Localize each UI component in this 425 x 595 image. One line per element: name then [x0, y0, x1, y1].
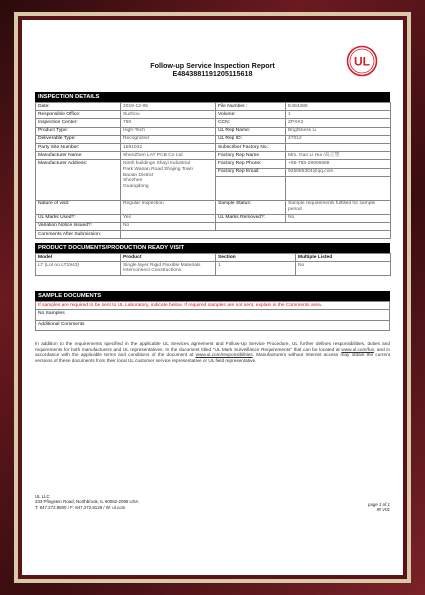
field-value: 1591032	[121, 143, 216, 151]
responsibilities-link[interactable]: www.ul.com/responsibilities	[195, 352, 253, 358]
paragraph-text: . Manufacturers without Internet access may obtain the current versions of these documents from their local UL customer service representative or UL field representative.	[35, 352, 390, 363]
column-header: Model	[36, 254, 121, 262]
footer-address: 333 Pfingsten Road, Northbrook, IL 60062-2096 USA	[35, 499, 139, 505]
field-value: High-Tech	[121, 127, 216, 135]
field-value: Suzhou	[121, 111, 216, 119]
product-model: LT (Lot no LT1943)	[36, 261, 121, 275]
empty-cell	[216, 222, 391, 230]
table-row	[36, 160, 391, 168]
nature-of-visit: Regular Inspection	[121, 200, 216, 214]
field-label: Party Site Number:	[36, 143, 121, 151]
table-row	[36, 231, 391, 239]
table-row	[36, 261, 391, 275]
field-label: Subscriber Factory No.:	[216, 143, 286, 151]
column-header: Product	[121, 254, 216, 262]
field-label: Date:	[36, 103, 121, 111]
report-page	[22, 20, 403, 575]
table-row	[36, 127, 391, 135]
comments-after-submission-label: Comments After Submission:	[36, 231, 121, 239]
table-row	[36, 321, 390, 330]
ul-marks-removed: No	[286, 214, 391, 222]
table-header-row	[36, 254, 391, 262]
field-value: 47012	[286, 135, 391, 143]
responsibilities-paragraph	[35, 341, 390, 363]
footer-contact: T: 847.272.8800 / F: 847.272.8129 / W: ul.com	[35, 504, 126, 510]
address-line: Guangdong	[123, 184, 149, 190]
table-row	[36, 152, 391, 160]
factory-rep-phone-label: Factory Rep Phone:	[216, 160, 286, 168]
field-label: Volume:	[216, 111, 286, 119]
manufacturer-name-label: Manufacturer Name:	[36, 152, 121, 160]
table-row	[36, 119, 391, 127]
address-line: Shezhen	[123, 178, 143, 184]
table-row	[36, 103, 391, 111]
field-value: 750	[121, 119, 216, 127]
ul-marks-used: Yes	[121, 214, 216, 222]
field-value: Brightness Li	[286, 127, 391, 135]
variation-notice-label: Variation Notice Issued?:	[36, 222, 121, 230]
field-label: CCN:	[216, 119, 286, 127]
table-row	[36, 302, 390, 310]
column-header: Multiple Listed	[296, 254, 391, 262]
empty-cell	[286, 176, 391, 200]
manufacturer-name: ShenZhen LAT PCB Co Ltd	[121, 152, 216, 160]
table-row	[36, 143, 391, 151]
product-documents-table	[35, 253, 391, 276]
field-label: UL Rep Name:	[216, 127, 286, 135]
sample-status-label: Sample Status:	[216, 200, 286, 214]
ul-logo-text: UL	[354, 54, 370, 69]
field-value: E484388	[286, 103, 391, 111]
field-label: Inspection Center:	[36, 119, 121, 127]
sample-documents-heading: SAMPLE DOCUMENTS	[35, 291, 390, 301]
footer-company-block	[35, 494, 139, 510]
field-value: 2019-12-05	[121, 103, 216, 111]
table-row	[36, 214, 391, 222]
nature-of-visit-label: Nature of visit:	[36, 200, 121, 214]
field-label: Responsible Office:	[36, 111, 121, 119]
product-multiple-listed: No	[296, 261, 391, 275]
footer-page-number: page 1 of 1	[368, 502, 390, 507]
manufacturer-address	[121, 160, 216, 201]
report-title-block	[22, 62, 403, 79]
factory-rep-phone: +86-755-29906588	[286, 160, 391, 168]
sample-documents-table	[35, 301, 390, 331]
fus-link[interactable]: www.ul.com/fus	[341, 346, 374, 352]
sample-status: Sample requirements fulfilled for sample period	[286, 200, 391, 214]
column-header: Section	[216, 254, 296, 262]
inspection-details-section	[35, 92, 390, 239]
paragraph-text: , and in accordance with the applicable terms and conditions of the document at	[35, 346, 390, 358]
footer-company: UL LLC	[35, 494, 50, 499]
table-row	[36, 222, 391, 230]
comments-after-submission	[121, 231, 391, 239]
empty-cell	[216, 176, 286, 200]
field-label: UL Rep ID:	[216, 135, 286, 143]
report-title: Follow-up Service Inspection Report	[150, 61, 275, 70]
field-label: Deliverable Type:	[36, 135, 121, 143]
sample-documents-section	[35, 291, 390, 331]
address-line: Baoan District	[123, 172, 154, 178]
factory-rep-email-label: Factory Rep Email:	[216, 168, 286, 176]
table-row	[36, 135, 391, 143]
address-line: Ninth buildings Shayi Industrial	[123, 160, 190, 166]
product-documents-heading: PRODUCT DOCUMENTS/PRODUCTION READY VISIT	[35, 243, 390, 253]
ul-marks-used-label: UL Marks Used?:	[36, 214, 121, 222]
inspection-details-heading: INSPECTION DETAILS	[35, 92, 390, 102]
field-value: ZPXK2	[286, 119, 391, 127]
additional-comments-label: Additional Comments	[36, 321, 390, 330]
report-id: E484388119120511561​8	[172, 69, 253, 79]
table-row	[36, 111, 391, 119]
field-value: Recognized	[121, 135, 216, 143]
footer-version: IR V01	[376, 507, 390, 513]
footer-page-block	[368, 502, 390, 513]
field-label: File Number.:	[216, 103, 286, 111]
ul-marks-removed-label: UL Marks Removed?:	[216, 214, 286, 222]
inspection-details-table	[35, 102, 391, 239]
address-line: Park Wanan Road Shajing Town	[123, 166, 194, 172]
table-row	[36, 310, 390, 321]
manufacturer-address-label: Manufacturer Address:	[36, 160, 121, 201]
field-label: Product Type:	[36, 127, 121, 135]
factory-rep-name: Mrs. Gao Li Hui /高立慧	[286, 152, 391, 160]
table-row	[36, 200, 391, 214]
field-value: 1	[286, 111, 391, 119]
factory-rep-name-label: Factory Rep Name	[216, 152, 286, 160]
product-name: Single layer Rigid Flexible Materials Interconnect Constructions	[121, 261, 216, 275]
factory-rep-email: 925085304@qq.com	[286, 168, 391, 176]
field-value	[286, 143, 391, 151]
no-samples-label: No Samples	[36, 310, 390, 321]
product-documents-section	[35, 243, 390, 276]
variation-notice: No	[121, 222, 216, 230]
product-section: 1	[216, 261, 296, 275]
paragraph-text: In addition to the requirements specified in the applicable UL Services agreement and Follow-Up Service Procedure, UL further defines responsibilities, duties and requirements for both manufacturers and UL representatives. In the document titled "UL Mark Surveillance Requirements" that can be located at	[35, 341, 390, 352]
sample-notice: If samples are required to be sent to UL Laboratory, indicate below. If required samples are not sent, explain in the Comments area.	[36, 302, 390, 310]
